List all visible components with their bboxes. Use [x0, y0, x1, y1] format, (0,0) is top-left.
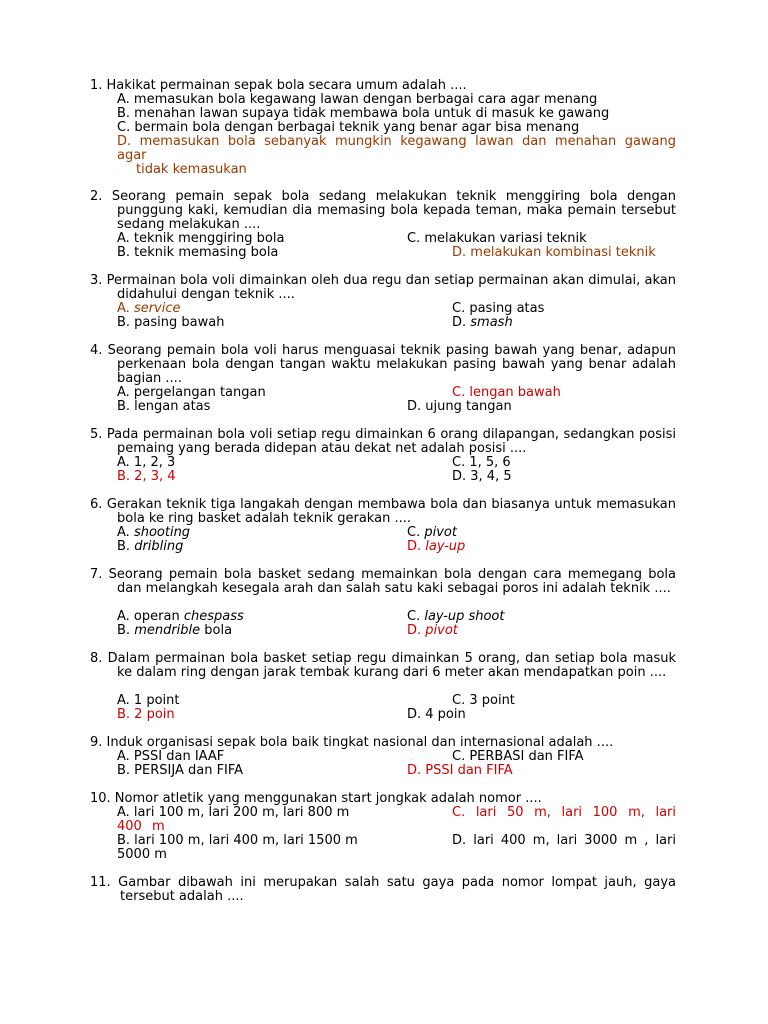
option-prefix: D.	[452, 315, 471, 330]
option-prefix: A.	[117, 525, 134, 540]
option-term: mendrible	[134, 623, 201, 638]
question-stem: 1. Hakikat permainan sepak bola secara umum adalah ....	[90, 78, 467, 93]
question-5	[90, 428, 676, 456]
option-suffix: bola	[200, 623, 233, 638]
q8-option-d: D. 4 poin	[407, 707, 466, 722]
q2-option-c: C. melakukan variasi teknik	[407, 231, 587, 246]
option-b: B. menahan lawan supaya tidak membawa bola untuk di masuk ke gawang	[117, 106, 610, 121]
q9-option-d: D. PSSI dan FIFA	[407, 763, 513, 778]
option-prefix: D.	[407, 623, 426, 638]
option-prefix: D.	[407, 539, 426, 554]
q8-option-b: B. 2 poin	[117, 707, 175, 722]
q3-option-c: C. pasing atas	[452, 301, 545, 316]
q10-option-a: A. lari 100 m, lari 200 m, lari 800 m	[117, 805, 350, 820]
question-11	[90, 876, 676, 904]
question-6	[90, 498, 676, 526]
question-stem: 11. Gambar dibawah ini merupakan salah satu gaya pada nomor lompat jauh, gaya tersebut adalah ....	[90, 875, 676, 904]
option-prefix: B.	[117, 623, 135, 638]
q4-option-c: C. lengan bawah	[452, 385, 561, 400]
q10-option-c: C. lari 50 m, lari 100 m, lari 400 m	[117, 805, 676, 834]
question-4	[90, 344, 676, 386]
question-stem: 7. Seorang pemain bola basket sedang memainkan bola dengan cara memegang bola dan melangkah kesegala arah dan salah satu kaki sebagai poros ini adalah teknik ....	[90, 567, 676, 596]
option-prefix: C.	[407, 609, 425, 624]
option-term: lay-up	[425, 539, 466, 554]
option-term: chespass	[183, 609, 244, 624]
q2-option-b: B. teknik memasing bola	[117, 245, 279, 260]
option-prefix: A. operan	[117, 609, 184, 624]
question-8	[90, 652, 676, 680]
q6-option-b	[117, 540, 183, 554]
q6-option-a	[117, 526, 190, 540]
option-d-text: D. memasukan bola sebanyak mungkin kegawang lawan dan menahan gawang agar	[117, 134, 676, 163]
q7-option-b	[117, 624, 232, 638]
option-term: service	[133, 301, 181, 316]
option-prefix: B.	[117, 539, 135, 554]
option-d-continuation: tidak kemasukan	[136, 162, 247, 177]
question-stem: 5. Pada permainan bola voli setiap regu dimainkan 6 orang dilapangan, sedangkan posisi pemaing yang berada didepan atau dekat net adalah posisi ....	[90, 427, 676, 456]
q5-option-a: A. 1, 2, 3	[117, 455, 176, 470]
q5-option-b: B. 2, 3, 4	[117, 469, 176, 484]
option-term: pivot	[424, 525, 457, 540]
q8-option-c: C. 3 point	[452, 693, 515, 708]
question-stem: 2. Seorang pemain sepak bola sedang melakukan teknik menggiring bola dengan punggung kaki, kemudian dia memasing bola kepada teman, maka pemain tersebut sedang melakukan ....	[90, 189, 676, 232]
question-2	[90, 190, 676, 232]
option-term: smash	[470, 315, 513, 330]
question-stem: 8. Dalam permainan bola basket setiap regu dimainkan 5 orang, dan setiap bola masuk ke dalam ring dengan jarak tembak kurang dari 6 meter akan mendapatkan poin ....	[90, 651, 676, 680]
question-stem: 3. Permainan bola voli dimainkan oleh dua regu dan setiap permainan akan dimulai, akan didahului dengan teknik ....	[90, 273, 676, 302]
q3-option-a	[117, 302, 181, 316]
q5-option-c: C. 1, 5, 6	[452, 455, 511, 470]
q7-option-c	[407, 610, 504, 624]
q4-option-d: D. ujung tangan	[407, 399, 512, 414]
option-d	[90, 135, 676, 163]
q8-option-a: A. 1 point	[117, 693, 180, 708]
q7-option-d	[407, 624, 458, 638]
question-stem: 6. Gerakan teknik tiga langakah dengan membawa bola dan biasanya untuk memasukan bola ke ring basket adalah teknik gerakan ....	[90, 497, 676, 526]
option-term: shooting	[133, 525, 191, 540]
question-7	[90, 568, 676, 596]
question-1	[90, 79, 676, 177]
option-term: dribling	[134, 539, 184, 554]
q2-option-a: A. teknik menggiring bola	[117, 231, 285, 246]
question-9-stem: 9. Induk organisasi sepak bola baik tingkat nasional dan internasional adalah ....	[90, 735, 614, 750]
question-stem: 4. Seorang pemain bola voli harus menguasai teknik pasing bawah yang benar, adapun perkenaan bola dengan tangan waktu melakukan pasing bawah yang benar adalah bagian ....	[90, 343, 676, 386]
q7-option-a	[117, 610, 244, 624]
q9-option-b: B. PERSIJA dan FIFA	[117, 763, 244, 778]
q9-option-a: A. PSSI dan IAAF	[117, 749, 225, 764]
q6-option-d	[407, 540, 465, 554]
option-prefix: C.	[407, 525, 425, 540]
option-c: C. bermain bola dengan berbagai teknik yang benar agar bisa menang	[117, 120, 580, 135]
option-term: lay-up shoot	[424, 609, 505, 624]
option-prefix: A.	[117, 301, 134, 316]
q9-option-c: C. PERBASI dan FIFA	[452, 749, 584, 764]
q3-option-b: B. pasing bawah	[117, 315, 225, 330]
q4-option-b: B. lengan atas	[117, 399, 211, 414]
q3-option-d	[452, 316, 513, 330]
option-a: A. memasukan bola kegawang lawan dengan berbagai cara agar menang	[117, 92, 598, 107]
q10-option-b: B. lari 100 m, lari 400 m, lari 1500 m	[117, 833, 358, 848]
question-3	[90, 274, 676, 302]
option-term: pivot	[425, 623, 458, 638]
q6-option-c	[407, 526, 457, 540]
question-10-stem: 10. Nomor atletik yang menggunakan start jongkak adalah nomor ....	[90, 791, 542, 806]
q5-option-d: D. 3, 4, 5	[452, 469, 512, 484]
q2-option-d: D. melakukan kombinasi teknik	[452, 245, 656, 260]
q4-option-a: A. pergelangan tangan	[117, 385, 266, 400]
q10-option-d: D. lari 400 m, lari 3000 m , lari 5000 m	[117, 833, 676, 862]
